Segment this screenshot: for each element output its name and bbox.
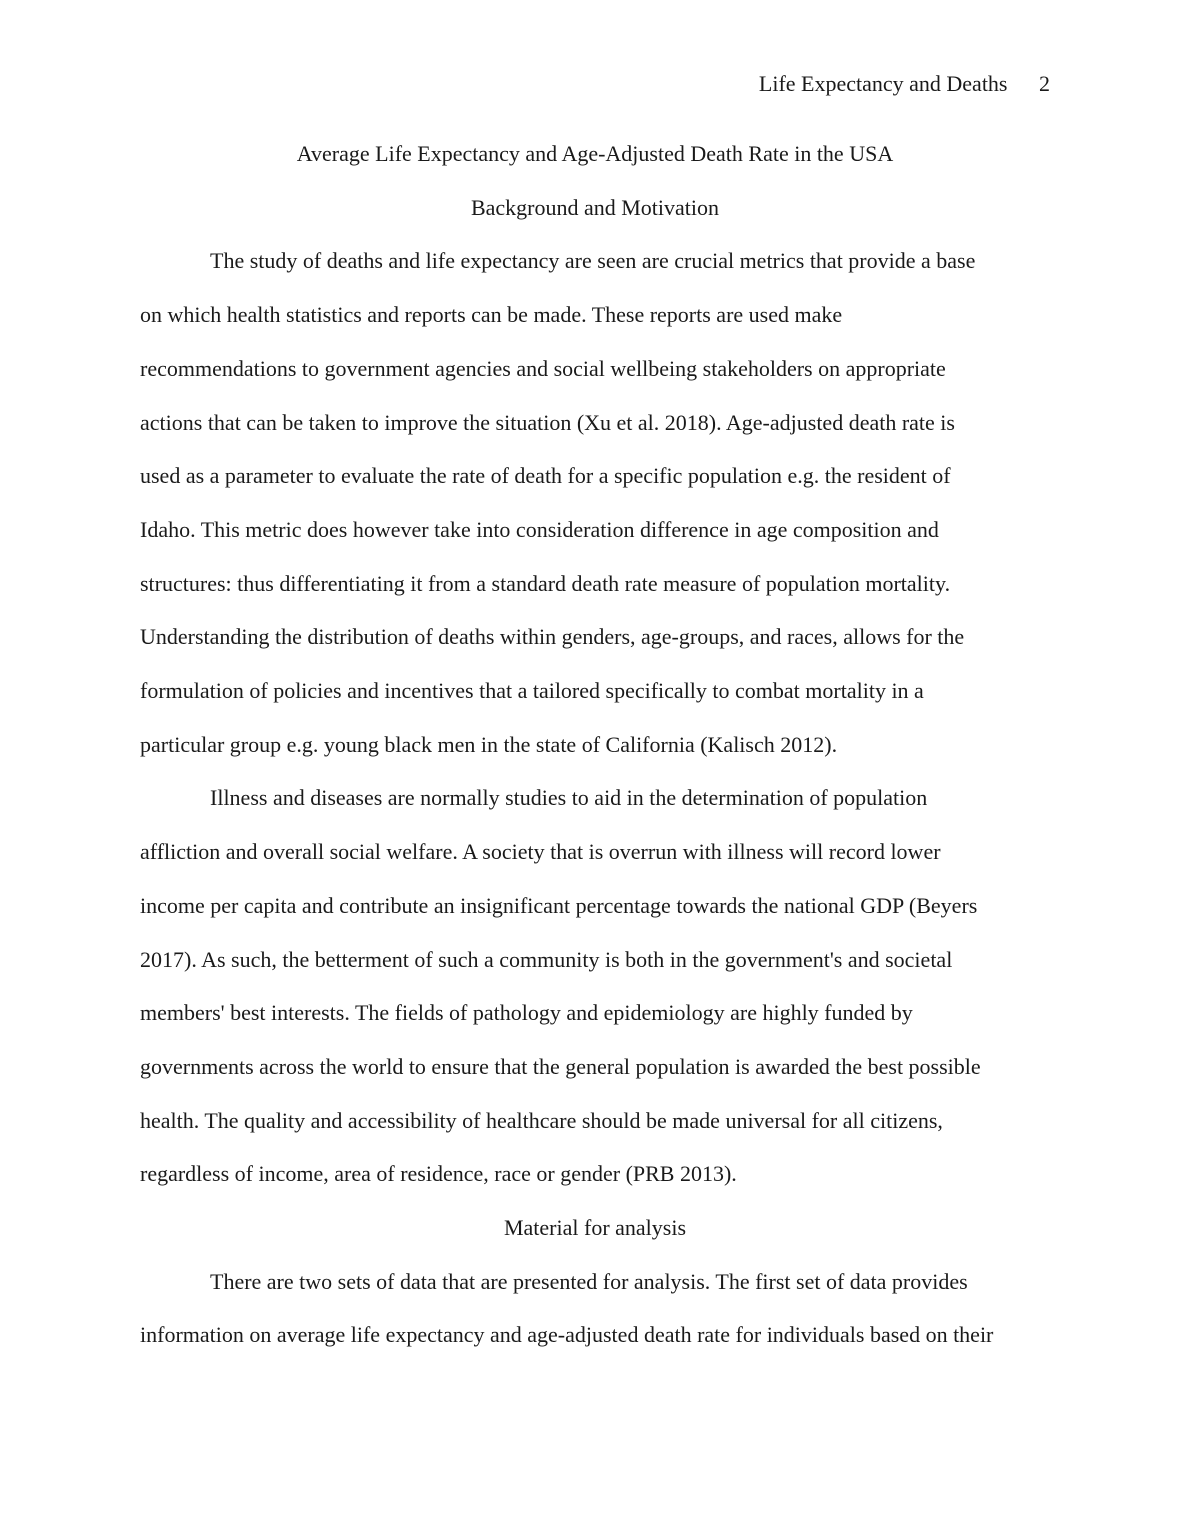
paragraph-line: health. The quality and accessibility of healthcare should be made universal for all citizens, [140,1107,943,1133]
paragraph-line: recommendations to government agencies and social wellbeing stakeholders on appropriate [140,355,946,381]
section-heading: Background and Motivation [470,194,720,220]
paragraph-line: Idaho. This metric does however take into consideration difference in age composition and [140,516,939,542]
paragraph-line: income per capita and contribute an insignificant percentage towards the national GDP (Beyers [140,892,978,918]
paragraph-line: governments across the world to ensure that the general population is awarded the best possible [140,1053,981,1079]
paragraph-line: affliction and overall social welfare. A society that is overrun with illness will record lower [140,839,941,865]
paragraph-line: information on average life expectancy and age-adjusted death rate for individuals based on their [140,1322,994,1348]
paragraph-line: The study of deaths and life expectancy are seen are crucial metrics that provide a base [210,248,976,274]
paragraph [140,1255,1050,1362]
running-head [759,70,1050,98]
paragraph-line: used as a parameter to evaluate the rate of death for a specific population e.g. the resident of [140,463,951,489]
section-heading: Material for analysis [503,1215,687,1241]
paragraph-line: members' best interests. The fields of pathology and epidemiology are highly funded by [140,1000,913,1026]
paragraph [140,771,1050,1201]
paragraph-line: particular group e.g. young black men in the state of California (Kalisch 2012). [140,731,838,757]
paragraph-line: regardless of income, area of residence, race or gender (PRB 2013). [140,1161,737,1187]
paragraph-line: actions that can be taken to improve the situation (Xu et al. 2018). Age-adjusted death rate is [140,409,955,435]
paragraph-line: structures: thus differentiating it from a standard death rate measure of population mortality. [140,570,951,596]
paragraph-line: on which health statistics and reports can be made. These reports are used make [140,302,843,328]
running-head-title: Life Expectancy and Deaths [758,71,1008,96]
paragraph-line: There are two sets of data that are presented for analysis. The first set of data provides [210,1268,968,1294]
paragraph-line: 2017). As such, the betterment of such a community is both in the government's and societal [140,946,953,972]
page-number: 2 [1039,71,1050,96]
paragraph [140,234,1050,771]
paragraph-line: Illness and diseases are normally studies to aid in the determination of population [210,785,928,811]
paragraph-line: formulation of policies and incentives that a tailored specifically to combat mortality in a [140,678,924,704]
paragraph-line: Understanding the distribution of deaths within genders, age-groups, and races, allows for the [140,624,965,650]
document-body [140,127,1050,1362]
document-title: Average Life Expectancy and Age-Adjusted Death Rate in the USA [296,141,894,166]
